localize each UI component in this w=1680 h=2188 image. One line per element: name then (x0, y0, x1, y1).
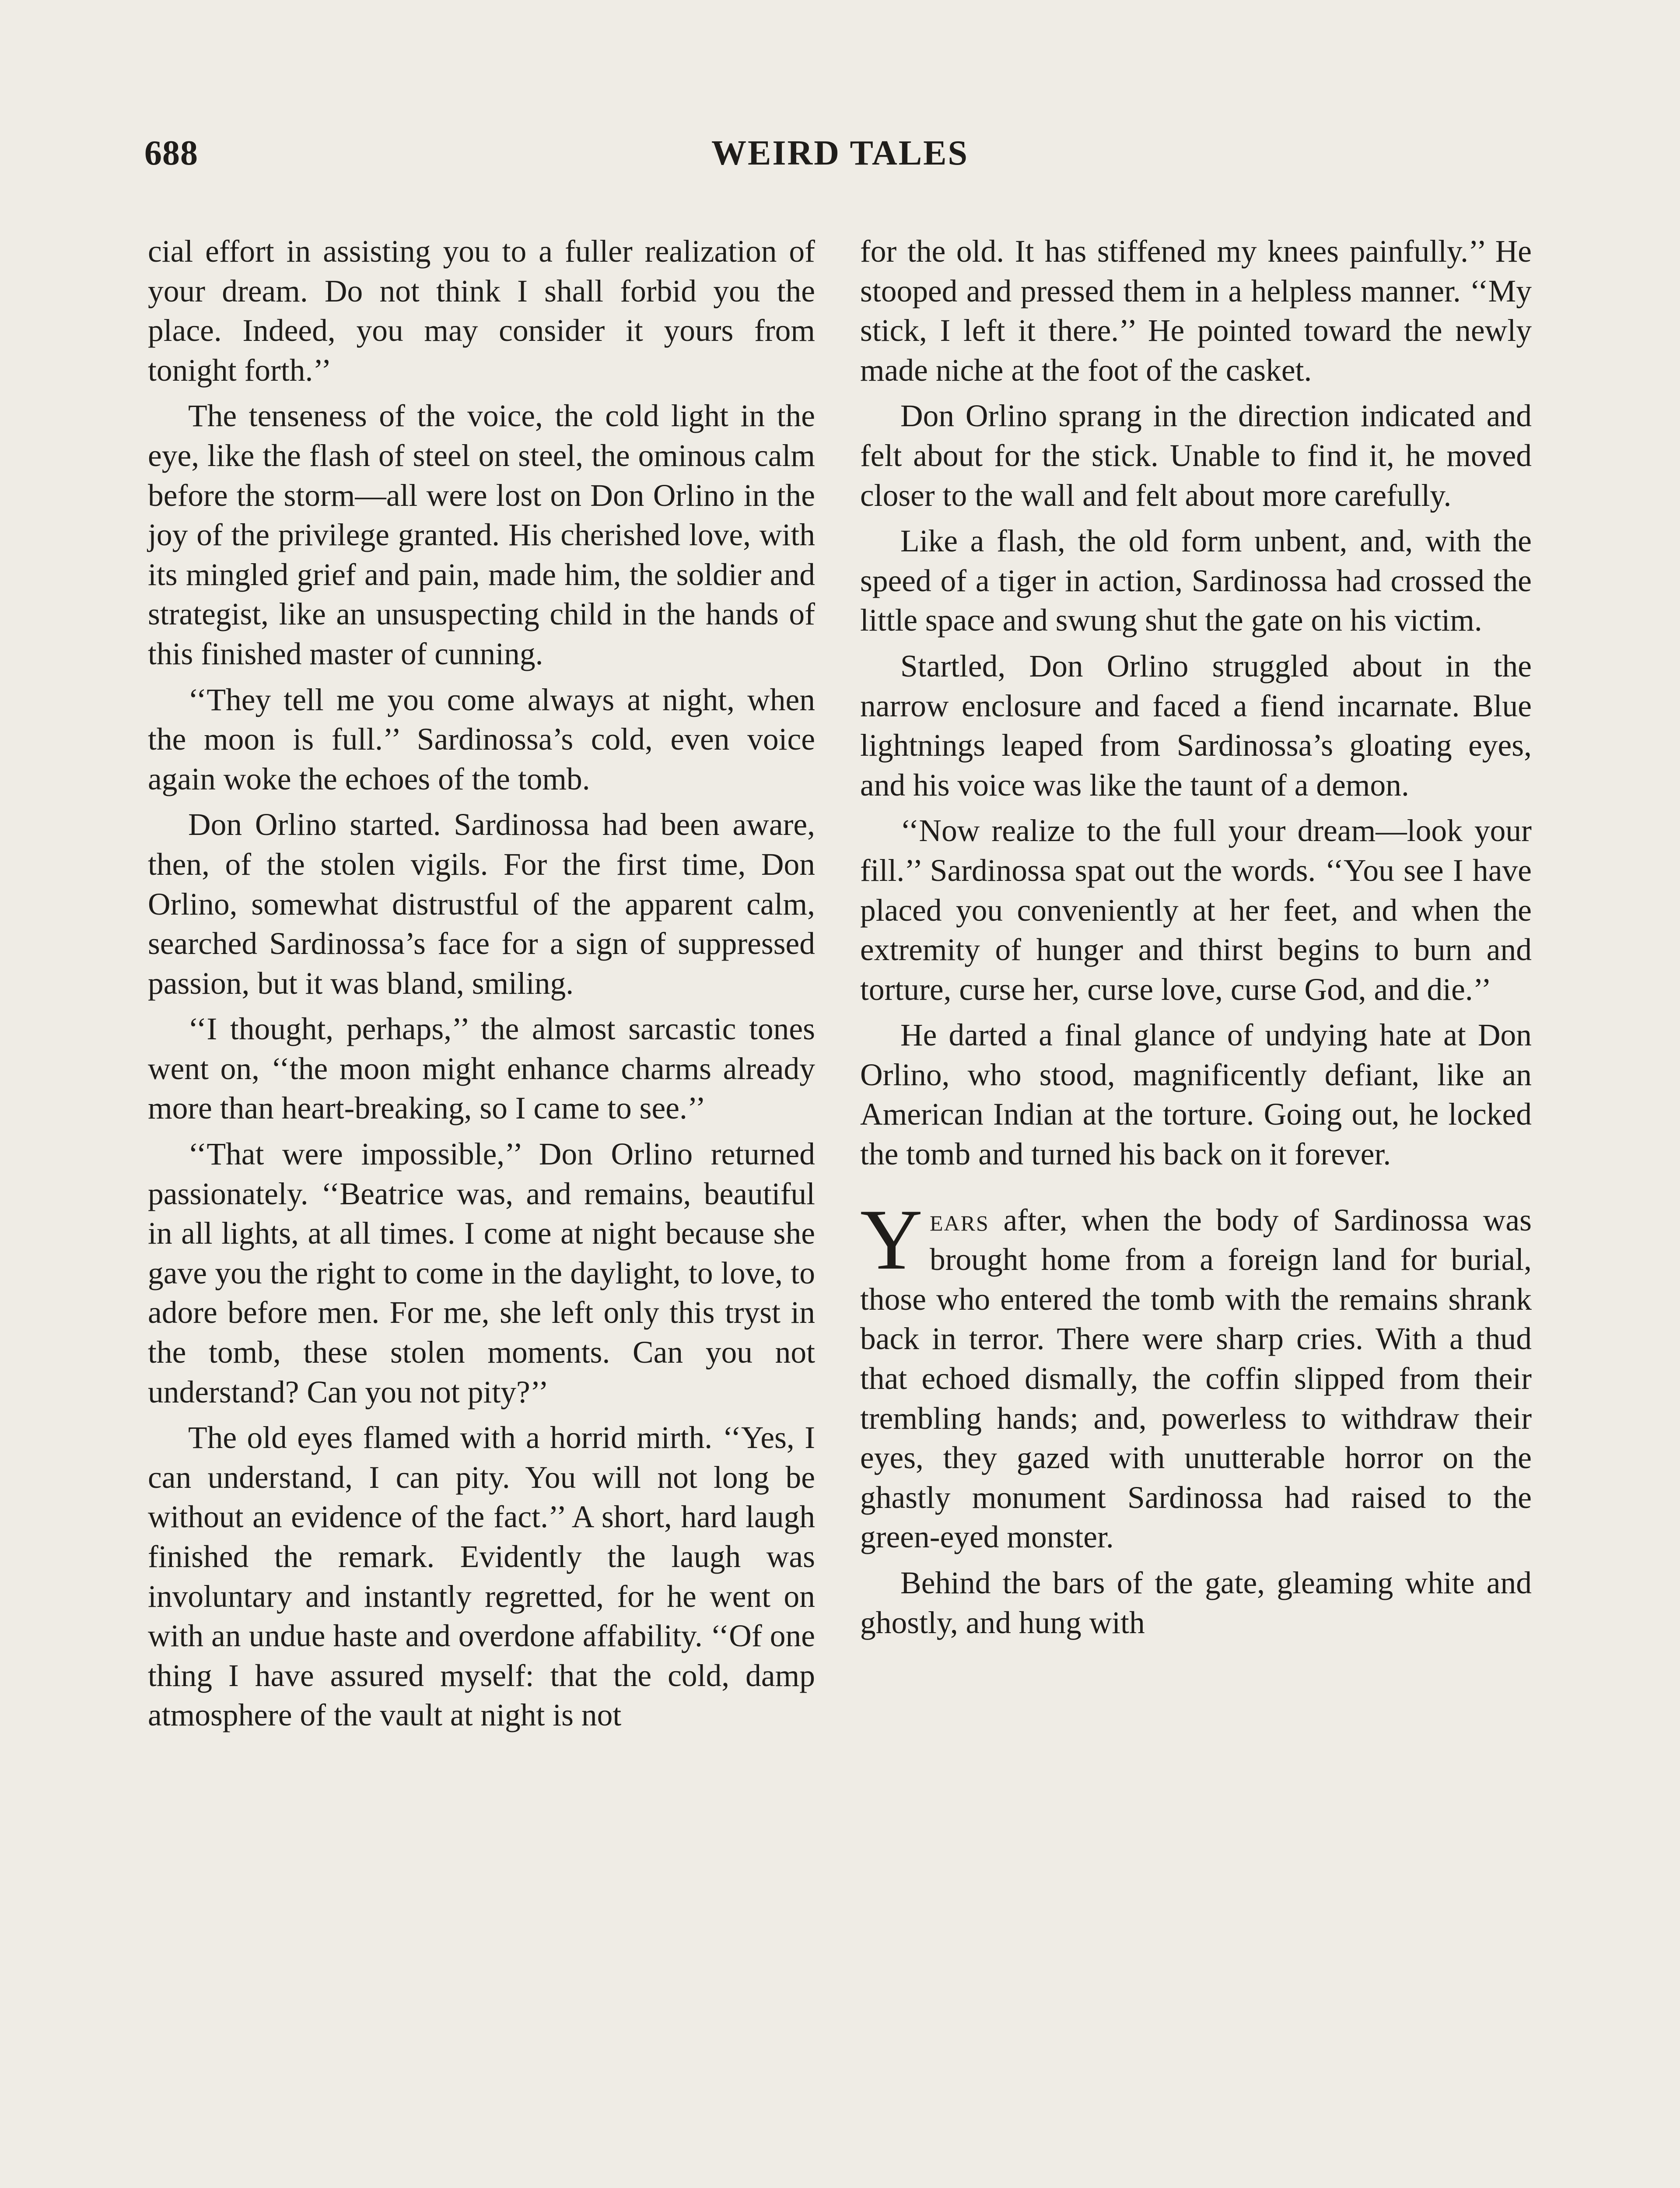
drop-cap: Y (860, 1191, 923, 1287)
page-header (144, 133, 1536, 186)
paragraph: ‘‘I thought, perhaps,’’ the almost sarcastic tones went on, ‘‘the moon might enhance charms already more than heart-breaking, so I came to see.’’ (148, 1012, 815, 1126)
paragraph: Don Orlino sprang in the direction indicated and felt about for the stick. Unable to find it, he moved closer to the wall and felt about more carefully. (860, 399, 1532, 513)
paragraph: ‘‘Now realize to the full your dream—look your fill.’’ Sardinossa spat out the words. ‘‘You see I have placed you conveniently at her feet, and when the extremity of hunger and thirst begins to burn and torture, curse her, curse love, curse God, and die.’’ (860, 813, 1532, 1007)
section-opening-paragraph (860, 1191, 1532, 1557)
paragraph: ‘‘They tell me you come always at night, when the moon is full.’’ Sardinossa’s cold, even voice again woke the echoes of the tomb. (148, 682, 815, 796)
paragraph: Startled, Don Orlino struggled about in the narrow enclosure and faced a fiend incarnate. Blue lightnings leaped from Sardinossa’s gloating eyes, and his voice was like the taunt of a demon. (860, 649, 1532, 803)
left-column (148, 232, 815, 1742)
paragraph: cial effort in assisting you to a fuller realization of your dream. Do not think I shall forbid you the place. Indeed, you may consider it yours from tonight forth.’’ (148, 234, 815, 388)
paragraph: The old eyes flamed with a horrid mirth. ‘‘Yes, I can understand, I can pity. You will not long be without an evidence of the fact.’’ A short, hard laugh finished the remark. Evidently the laugh was involuntary and instantly regretted, for he went on with an undue haste and overdone affability. ‘‘Of one thing I have assured myself: that the cold, damp atmosphere of the vault at night is not (148, 1420, 815, 1733)
paragraph: Behind the bars of the gate, gleaming white and ghostly, and hung with (860, 1566, 1532, 1640)
paragraph-text: after, when the body of Sardinossa was brought home from a foreign land for burial, those who entered the tomb with the remains shrank back in terror. There were sharp cries. With a thud that echoed dismally, the coffin slipped from their trembling hands; and, powerless to withdraw their eyes, they gazed with unutterable horror on the ghastly monument Sardinossa had raised to the green-eyed monster. (860, 1203, 1532, 1555)
page-number: 688 (144, 134, 198, 172)
paragraph: Like a flash, the old form unbent, and, with the speed of a tiger in action, Sardinossa had crossed the little space and swung shut the gate on his victim. (860, 524, 1532, 638)
paragraph: He darted a final glance of undying hate at Don Orlino, who stood, magnificently defiant, like an American Indian at the torture. Going out, he locked the tomb and turned his back on it forever. (860, 1018, 1532, 1172)
small-caps-lead: ears (930, 1203, 989, 1238)
running-title: WEIRD TALES (711, 134, 969, 172)
paragraph: Don Orlino started. Sardinossa had been aware, then, of the stolen vigils. For the first time, Don Orlino, somewhat distrustful of the apparent calm, searched Sardinossa’s face for a sign of suppressed passion, but it was bland, smiling. (148, 807, 815, 1001)
paragraph: ‘‘That were impossible,’’ Don Orlino returned passionately. ‘‘Beatrice was, and remains, beautiful in all lights, at all times. I come at night because she gave you the right to come in the daylight, to love, to adore before men. For me, she left only this tryst in the tomb, these stolen moments. Can you not understand? Can you not pity?’’ (148, 1137, 815, 1410)
paragraph: for the old. It has stiffened my knees painfully.’’ He stooped and pressed them in a helpless manner. ‘‘My stick, I left it there.’’ He pointed toward the newly made niche at the foot of the casket. (860, 234, 1532, 388)
paragraph: The tenseness of the voice, the cold light in the eye, like the flash of steel on steel, the ominous calm before the storm—all were lost on Don Orlino in the joy of the privilege granted. His cherished love, with its mingled grief and pain, made him, the soldier and strategist, like an unsuspecting child in the hands of this finished master of cunning. (148, 399, 815, 671)
right-column (860, 232, 1532, 1649)
